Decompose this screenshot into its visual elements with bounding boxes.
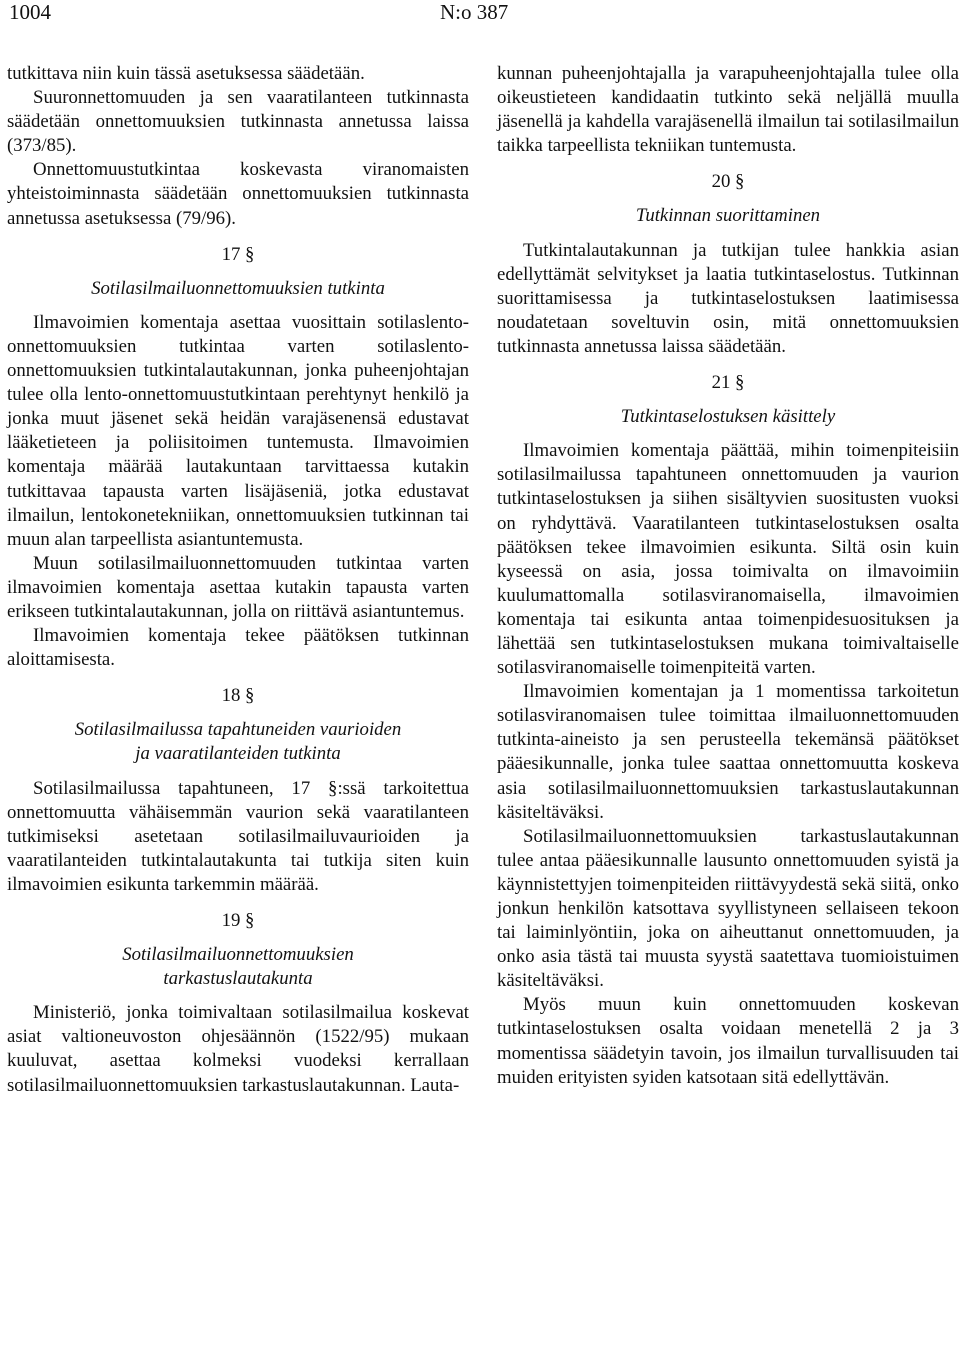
section-21-paragraph: Ilmavoimien komentajan ja 1 momentissa tarkoitetun sotilasviranomaisen tulee toimittaa ilmailuonnettomuuden tutkinta-aineisto ja sen perusteella tekemänsä päätökset pääesikunnalle, jonka tulee saattaa onnettomuutta koskeva asia sotilasilmailuonnettomuuksien tarkastuslautakunnan käsiteltäväksi. bbox=[497, 681, 959, 823]
section-18-title-line1: Sotilasilmailussa tapahtuneiden vaurioiden bbox=[74, 719, 402, 741]
section-18-paragraph: Sotilasilmailussa tapahtuneen, 17 §:ssä tarkoitettua onnettomuutta vähäisemmän vaurion sekä vaaratilanteen tutkimiseksi asetetaan sotilasilmailuvaurioiden ja vaaratilanteiden tutkintalautakunta tai tutkija siten kuin ilmavoimien esikunta tarkemmin määrää. bbox=[7, 777, 469, 895]
section-21-paragraph: Sotilasilmailuonnettomuuksien tarkastuslautakunnan tulee antaa pääesikunnalle lausunto onnettomuuden syistä ja käynnistettyjen toimenpiteiden riittävyydestä sekä siitä, onko jonkun henkilön katsottava syyllistyneen sellaiseen tekoon tai laiminlyöntiin, joka on aiheuttanut onnettomuuden, ja onko asia tästä tai muusta syystä saatettava tuomioistuimen käsiteltäväksi. bbox=[497, 825, 959, 992]
section-20-number: 20 § bbox=[711, 171, 745, 193]
left-column bbox=[7, 62, 469, 1098]
continuation-paragraph: kunnan puheenjohtajalla ja varapuheenjohtajalla tulee olla oikeustieteen kandidaatin tutkinto sekä neljällä muulla jäsenellä ja kahdella varajäsenellä ilmailun tai sotilasilmailun taikka tarpeellista tekniikan tuntemusta. bbox=[497, 63, 959, 157]
section-18-number: 18 § bbox=[221, 685, 255, 707]
section-18-title-line2: ja vaaratilanteiden tutkinta bbox=[135, 743, 341, 765]
section-17-paragraph: Muun sotilasilmailuonnettomuuden tutkintaa varten ilmavoimien komentaja asettaa kutakin tapausta varten erikseen tutkintalautakunnan, jolla on riittävä asiantuntemus. bbox=[7, 552, 469, 622]
section-21-paragraph: Ilmavoimien komentaja päättää, mihin toimenpiteisiin sotilasilmailussa tapahtuneen onnettomuuden ja vaurion tutkintaselostuksen ja siihen sisältyvien suositusten vuoksi on ryhdyttävä. Vaaratilanteen tutkintaselostuksen osalta päätöksen tekee ilmavoimien esikunta. Siltä osin kuin kyseessä on asia, jossa toimivalta on ilmavoimiin kuulumattomalla sotilasviranomaisella, ilmavoimien komentaja tai esikunta antaa toimenpidesuosituksen ja lähettää sen tutkintaselostuksen mukana toimivaltaiselle sotilasviranomaiselle toimenpiteitä varten. bbox=[497, 440, 959, 679]
section-17-title: Sotilasilmailuonnettomuuksien tutkinta bbox=[91, 277, 385, 299]
intro-paragraph: tutkittava niin kuin tässä asetuksessa säädetään. bbox=[7, 63, 365, 84]
intro-paragraph: Suuronnettomuuden ja sen vaaratilanteen tutkinnasta säädetään onnettomuuksien tutkinnasta annetussa laissa (373/85). bbox=[7, 87, 469, 157]
section-19-title-line2: tarkastuslautakunta bbox=[163, 968, 313, 990]
section-20-paragraph: Tutkintalautakunnan ja tutkijan tulee hankkia asian edellyttämät selvitykset ja laatia tutkintaselostus. Tutkinnan suorittamisessa ja tutkintaselostuksen laatimisessa noudatetaan soveltuvin osin, mitä onnettomuuksien tutkinnasta annetussa laissa säädetään. bbox=[497, 239, 959, 357]
section-17-paragraph: Ilmavoimien komentaja tekee päätöksen tutkinnan aloittamisesta. bbox=[7, 625, 469, 671]
right-column bbox=[497, 62, 959, 1090]
section-20-title: Tutkinnan suorittaminen bbox=[635, 205, 821, 227]
section-21-paragraph: Myös muun kuin onnettomuuden koskevan tutkintaselostuksen osalta voidaan menetellä 2 ja 3 momentissa säädetyin tavoin, jos ilmailun turvallisuuden tai muiden erityisten syiden katsotaan sitä edellyttävän. bbox=[497, 994, 959, 1088]
section-21-number: 21 § bbox=[711, 372, 745, 394]
issue-number: N:o 387 bbox=[440, 0, 509, 24]
section-17-number: 17 § bbox=[221, 243, 255, 265]
section-19-title-line1: Sotilasilmailuonnettomuuksien bbox=[122, 944, 354, 966]
page-number: 1004 bbox=[9, 0, 51, 24]
page-header bbox=[0, 0, 960, 30]
intro-paragraph: Onnettomuustutkintaa koskevasta viranomaisten yhteistoiminnasta säädetään onnettomuuksien tutkinnasta annetussa asetuksessa (79/96). bbox=[7, 159, 469, 229]
section-21-title: Tutkintaselostuksen käsittely bbox=[620, 406, 836, 428]
section-19-number: 19 § bbox=[221, 910, 255, 931]
section-17-paragraph: Ilmavoimien komentaja asettaa vuosittain sotilaslento-onnettomuuksien tutkintaa varten sotilaslento-onnettomuuksien tutkintalautakunnan, jonka puheenjohtajan tulee olla lento-onnettomuustutkintaan perehtynyt henkilö ja jonka muut jäsenet sekä heidän varajäsenensä edustavat lääketieteen ja poliisitoimen tuntemusta. Ilmavoimien komentaja määrää lautakuntaan tarvittaessa kutakin tutkittavaa tapausta varten lisäjäseniä, jotka edustavat ilmailun, lentokonetekniikan, onnettomuuksien tutkinnan tai muun alan tarpeellista asiantuntemusta. bbox=[7, 311, 469, 550]
section-19-paragraph: Ministeriö, jonka toimivaltaan sotilasilmailua koskevat asiat valtioneuvoston ohjesäännön (1522/95) mukaan kuuluvat, asettaa kolmeksi vuodeksi kerrallaan sotilasilmailuonnettomuuksien tarkastuslautakunnan. Lauta- bbox=[7, 1002, 469, 1096]
